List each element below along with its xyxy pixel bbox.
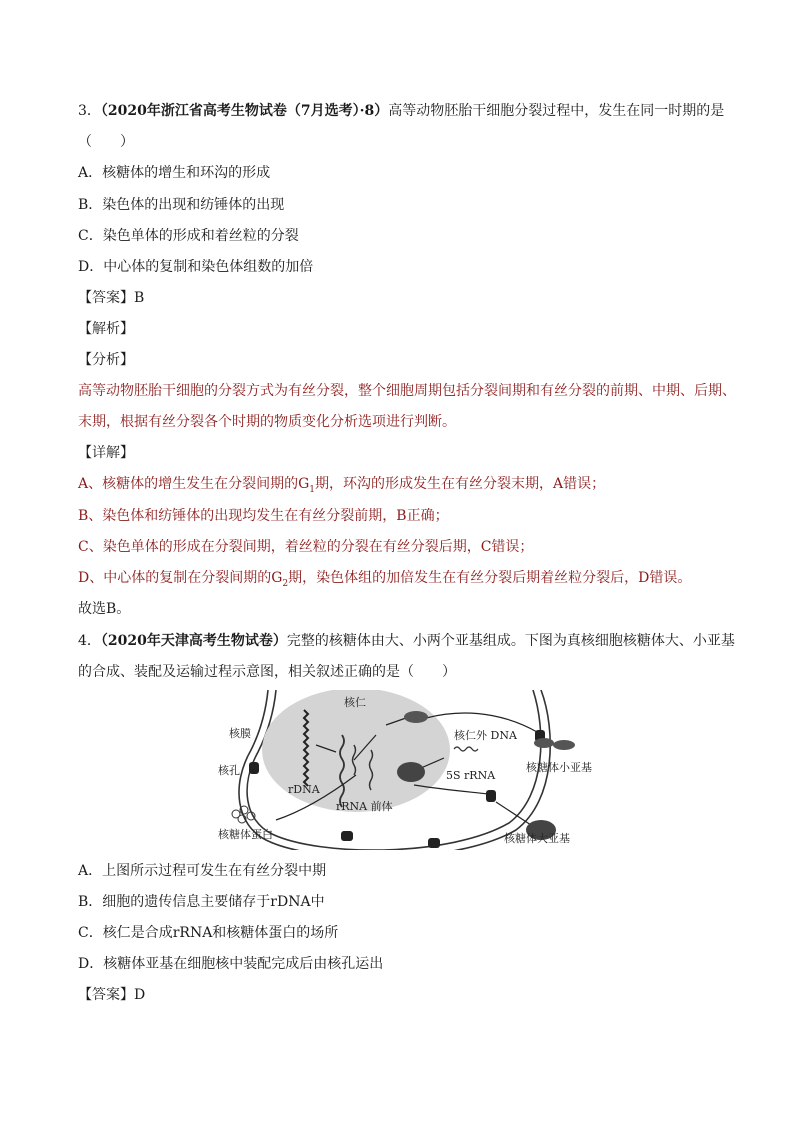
conclusion: 故选B。 — [78, 601, 131, 617]
q4-option-c: C．核仁是合成rRNA和核糖体蛋白的场所 — [78, 925, 339, 941]
label-small-subunit: 核糖体小亚基 — [526, 761, 592, 774]
ribosome-assembly-figure — [196, 690, 608, 850]
label-nuclear-membrane: 核膜 — [229, 727, 251, 740]
small-subunit-nucleus-icon — [404, 711, 428, 723]
label-ribosomal-protein: 核糖体蛋白 — [218, 828, 273, 841]
q3-option-c: C．染色单体的形成和着丝粒的分裂 — [78, 228, 299, 244]
label-extranucleolar-dna: 核仁外 DNA — [454, 729, 517, 742]
answer-value: D — [134, 987, 146, 1003]
q3-answer — [78, 288, 144, 308]
nuclear-pore-4 — [486, 790, 496, 802]
answer-tag: 【答案】 — [78, 987, 134, 1003]
q3-option-a: A．核糖体的增生和环沟的形成 — [78, 165, 271, 181]
detail-a-post: 期，环沟的形成发生在有丝分裂末期，A错误； — [315, 476, 606, 492]
q4-option-d: D．核糖体亚基在细胞核中装配完成后由核孔运出 — [78, 956, 384, 972]
q4-number: 4． — [78, 633, 101, 649]
q4-stem-line-2: 的合成、装配及运输过程示意图，相关叙述正确的是（ ） — [78, 664, 456, 680]
small-subunit-pore-icon — [534, 738, 554, 748]
detail-a — [78, 474, 605, 494]
q4-stem-1: 完整的核糖体由大、小两个亚基组成。下图为真核细胞核糖体大、小亚基 — [286, 633, 735, 649]
answer-value: B — [134, 290, 145, 306]
q3-source: （2020年浙江省高考生物试卷（7月选考）·8） — [100, 103, 389, 119]
nuclear-pore-2 — [249, 762, 259, 774]
detail-tag: 【详解】 — [78, 445, 134, 461]
q3-blank: （ ） — [78, 134, 134, 150]
label-nuclear-pore: 核孔 — [218, 764, 240, 777]
label-5s-rrna: 5S rRNA — [446, 769, 496, 782]
nuclear-pore-5 — [428, 838, 440, 848]
detail-d-pre: D、中心体的复制在分裂间期的G — [78, 570, 283, 586]
q4-stem-line-1 — [78, 631, 735, 651]
label-rrna-precursor: rRNA 前体 — [336, 800, 393, 813]
q4-answer — [78, 985, 145, 1005]
detail-a-pre: A、核糖体的增生发生在分裂间期的G — [78, 476, 310, 492]
label-rdna: rDNA — [288, 783, 320, 796]
label-nucleolus: 核仁 — [344, 696, 366, 709]
small-subunit-cytoplasm-icon — [553, 740, 575, 750]
fenxi-line-2: 末期，根据有丝分裂各个时期的物质变化分析选项进行判断。 — [78, 414, 456, 430]
fenxi-line-1: 高等动物胚胎干细胞的分裂方式为有丝分裂，整个细胞周期包括分裂间期和有丝分裂的前期、中期、后期、 — [78, 383, 736, 399]
fenxi-tag: 【分析】 — [78, 352, 134, 368]
detail-d-post: 期，染色体组的加倍发生在有丝分裂后期着丝粒分裂后，D错误。 — [288, 570, 692, 586]
q3-option-b: B．染色体的出现和纺锤体的出现 — [78, 197, 285, 213]
detail-d — [78, 568, 691, 588]
detail-c: C、染色单体的形成在分裂间期，着丝粒的分裂在有丝分裂后期，C错误； — [78, 539, 534, 555]
nuclear-pore-3 — [341, 831, 353, 841]
q3-stem: 高等动物胚胎干细胞分裂过程中，发生在同一时期的是 — [388, 103, 725, 119]
q4-option-a: A．上图所示过程可发生在有丝分裂中期 — [78, 863, 327, 879]
analysis-tag: 【解析】 — [78, 321, 134, 337]
detail-b: B、染色体和纺锤体的出现均发生在有丝分裂前期，B正确； — [78, 508, 449, 524]
q3-stem-line — [78, 101, 724, 121]
large-subunit-nucleus-icon — [397, 762, 425, 782]
label-large-subunit: 核糖体大亚基 — [504, 832, 570, 845]
q3-option-d: D．中心体的复制和染色体组数的加倍 — [78, 259, 314, 275]
q3-number: 3． — [78, 103, 101, 119]
q4-source: （2020年天津高考生物试卷） — [100, 633, 287, 649]
detail-a-sub: 1 — [309, 484, 316, 495]
answer-tag: 【答案】 — [78, 290, 134, 306]
detail-d-sub: 2 — [282, 578, 289, 589]
q4-option-b: B．细胞的遗传信息主要储存于rDNA中 — [78, 894, 325, 910]
